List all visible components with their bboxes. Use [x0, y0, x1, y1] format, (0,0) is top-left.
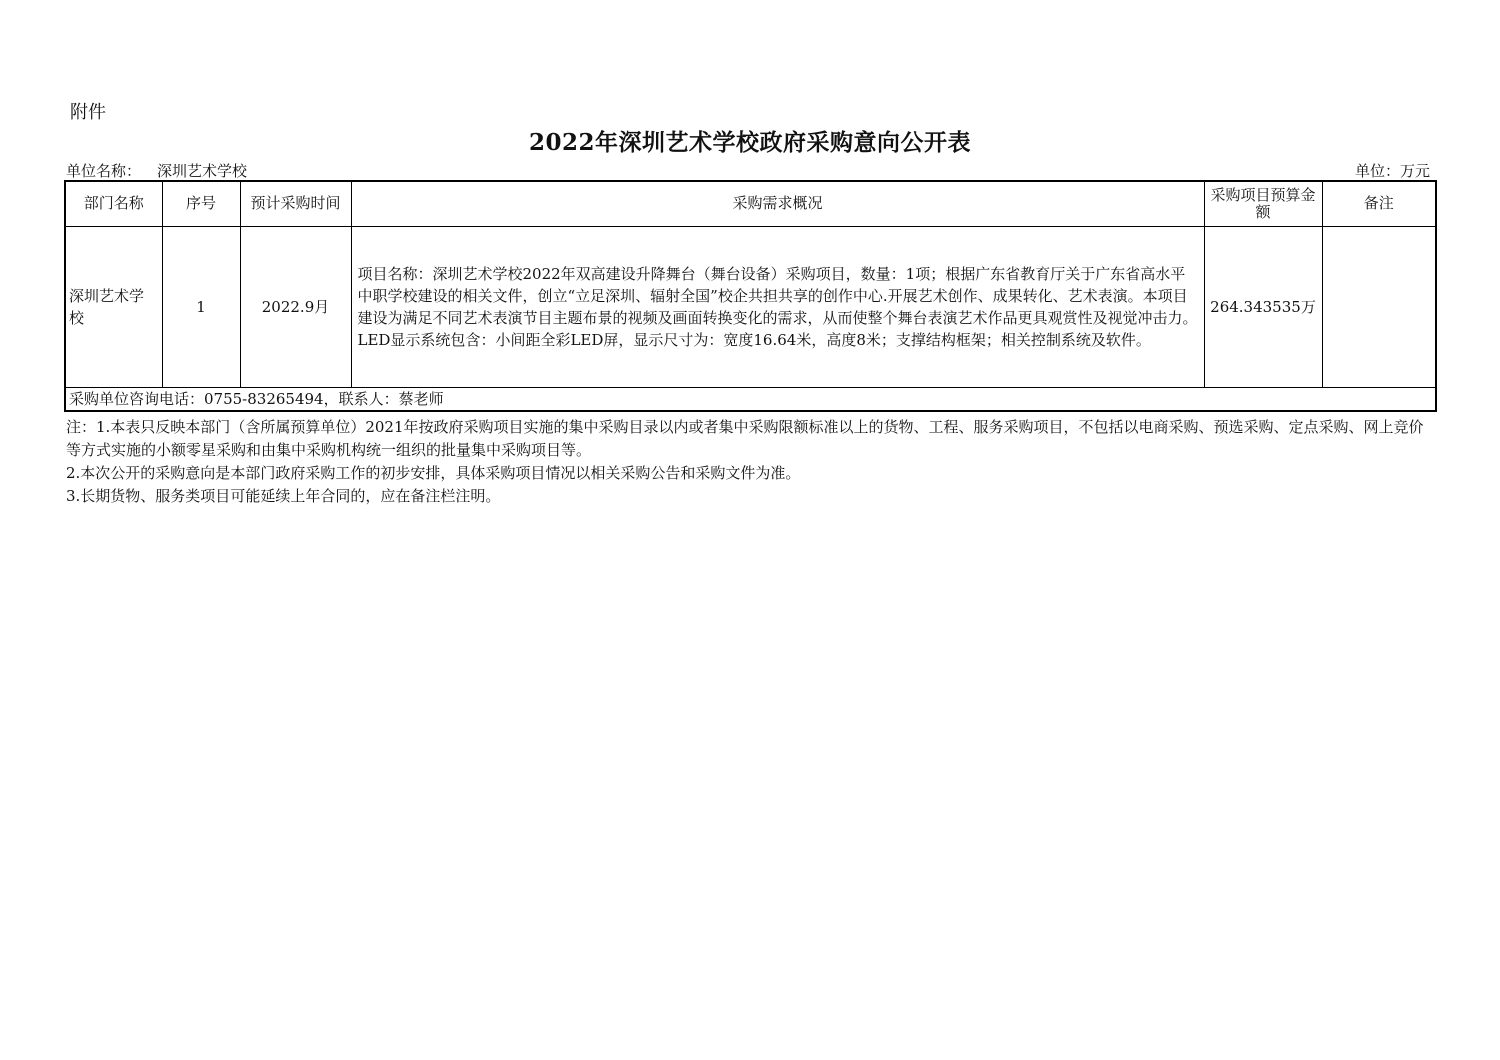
table-row: [65, 226, 1436, 387]
cell-dept: 深圳艺术学校: [65, 226, 162, 387]
currency-unit: 单位：万元: [1354, 162, 1430, 180]
attachment-label: 附件: [70, 102, 106, 123]
note-item-3: 3.长期货物、服务类项目可能延续上年合同的，应在备注栏注明。: [66, 487, 501, 505]
header-time: 预计采购时间: [240, 181, 351, 226]
cell-note: [1322, 226, 1436, 387]
unit-name-value: 深圳艺术学校: [157, 162, 248, 180]
cell-desc: 项目名称：深圳艺术学校2022年双高建设升降舞台（舞台设备）采购项目，数量：1项；根据广东省教育厅关于广东省高水平中职学校建设的相关文件，创立“立足深圳、辐射全国”校企共担共享的创作中心.开展艺术创作、成果转化、艺术表演。本项目建设为满足不同艺术表演节目主题布景的视频及画面转换变化的需求，从而使整个舞台表演艺术作品更具观赏性及视觉冲击力。LED显示系统包含：小间距全彩LED屏，显示尺寸为：宽度16.64米，高度8米；支撑结构框架；相关控制系统及软件。: [351, 226, 1204, 387]
unit-name-label: 单位名称：: [66, 162, 142, 180]
page-title: 2022年深圳艺术学校政府采购意向公开表: [528, 129, 971, 156]
unit-name-line: [66, 160, 247, 181]
cell-amount: 264.343535万: [1204, 226, 1322, 387]
contact-info: 采购单位咨询电话：0755-83265494，联系人：蔡老师: [65, 387, 1436, 411]
note-item-1: 注：1.本表只反映本部门（含所属预算单位）2021年按政府采购项目实施的集中采购目录以内或者集中采购限额标准以上的货物、工程、服务采购项目，不包括以电商采购、预选采购、定点采购、网上竞价等方式实施的小额零星采购和由集中采购机构统一组织的批量集中采购项目等。: [66, 418, 1424, 459]
header-amount: 采购项目预算金额: [1204, 181, 1322, 226]
table-footer-row: [65, 387, 1436, 411]
procurement-table: [64, 180, 1437, 412]
cell-time: 2022.9月: [240, 226, 351, 387]
notes-section: [66, 416, 1436, 508]
header-desc: 采购需求概况: [351, 181, 1204, 226]
header-note: 备注: [1322, 181, 1436, 226]
header-seq: 序号: [162, 181, 240, 226]
note-item-2: 2.本次公开的采购意向是本部门政府采购工作的初步安排，具体采购项目情况以相关采购公告和采购文件为准。: [66, 464, 801, 482]
cell-seq: 1: [162, 226, 240, 387]
header-dept: 部门名称: [65, 181, 162, 226]
table-header-row: [65, 181, 1436, 226]
